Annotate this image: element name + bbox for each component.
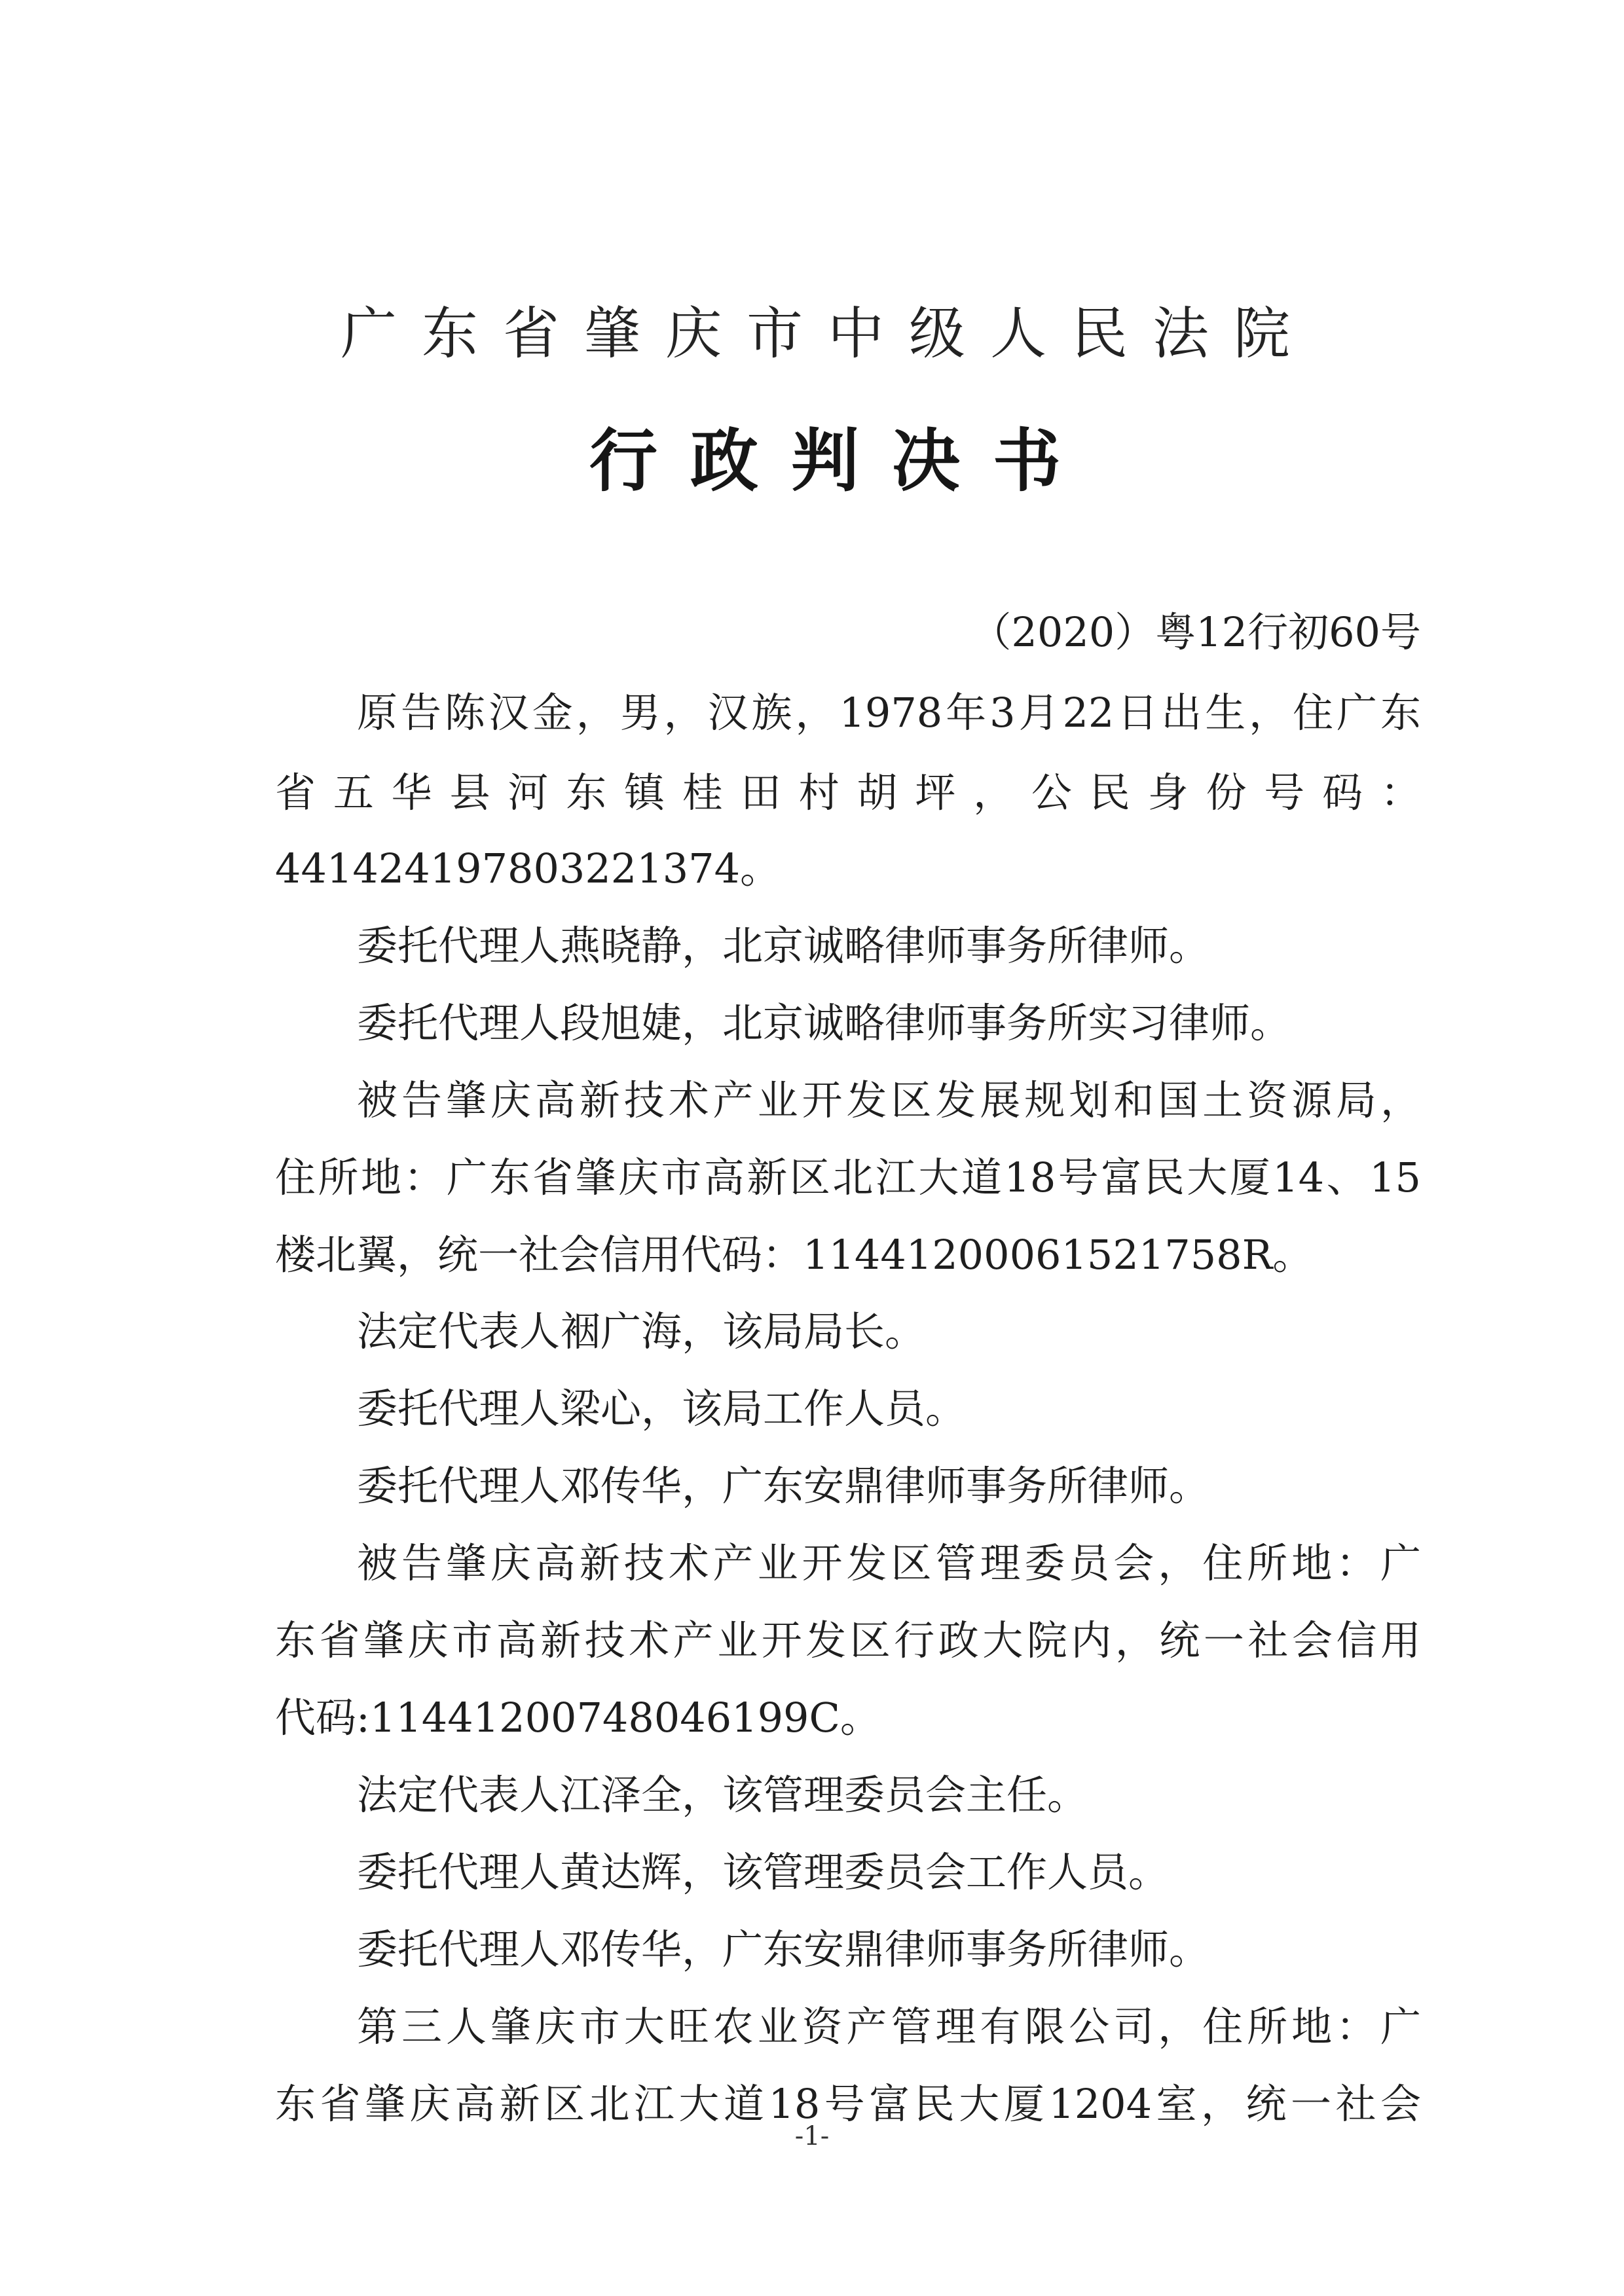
body-line: 441424197803221374。: [275, 845, 781, 892]
body-line: 法定代表人裀广海，该局局长。: [357, 1307, 926, 1355]
body-line: 被告肇庆高新技术产业开发区发展规划和国土资源局，: [357, 1076, 1421, 1124]
body-line: 楼北翼，统一社会信用代码：11441200061521758R。: [275, 1231, 1314, 1279]
body-line: 被告肇庆高新技术产业开发区管理委员会，住所地：广: [357, 1539, 1421, 1587]
body-line: 委托代理人段旭婕，北京诚略律师事务所实习律师。: [357, 999, 1291, 1047]
body-line: 东省肇庆高新区北江大道18号富民大厦1204室，统一社会: [275, 2080, 1421, 2128]
body-line: 委托代理人燕晓静，北京诚略律师事务所律师。: [357, 922, 1210, 970]
body-line: 委托代理人邓传华，广东安鼎律师事务所律师。: [357, 1925, 1210, 1973]
body-line: 东省肇庆市高新技术产业开发区行政大院内，统一社会信用: [275, 1616, 1421, 1664]
body-line: 代码:11441200748046199C。: [275, 1694, 881, 1741]
page-number: -1-: [794, 2121, 830, 2151]
body-line: 住所地：广东省肇庆市高新区北江大道18号富民大厦14、15: [275, 1154, 1421, 1201]
body-line: 委托代理人梁心，该局工作人员。: [357, 1385, 967, 1432]
body-line: 第三人肇庆市大旺农业资产管理有限公司，住所地：广: [357, 2003, 1421, 2050]
court-name: 广东省肇庆市中级人民法院: [341, 301, 1315, 367]
document-title: 行政判决书: [589, 421, 1094, 501]
body-line: 委托代理人邓传华，广东安鼎律师事务所律师。: [357, 1462, 1210, 1510]
case-number: （2020）粤12行初60号: [970, 608, 1421, 656]
body-line: 法定代表人江泽全，该管理委员会主任。: [357, 1771, 1088, 1819]
body-line: 委托代理人黄达辉，该管理委员会工作人员。: [357, 1848, 1170, 1896]
body-line: 省五华县河东镇桂田村胡坪，公民身份号码：: [275, 769, 1421, 816]
body-line: 原告陈汉金，男，汉族，1978年3月22日出生，住广东: [357, 689, 1421, 737]
